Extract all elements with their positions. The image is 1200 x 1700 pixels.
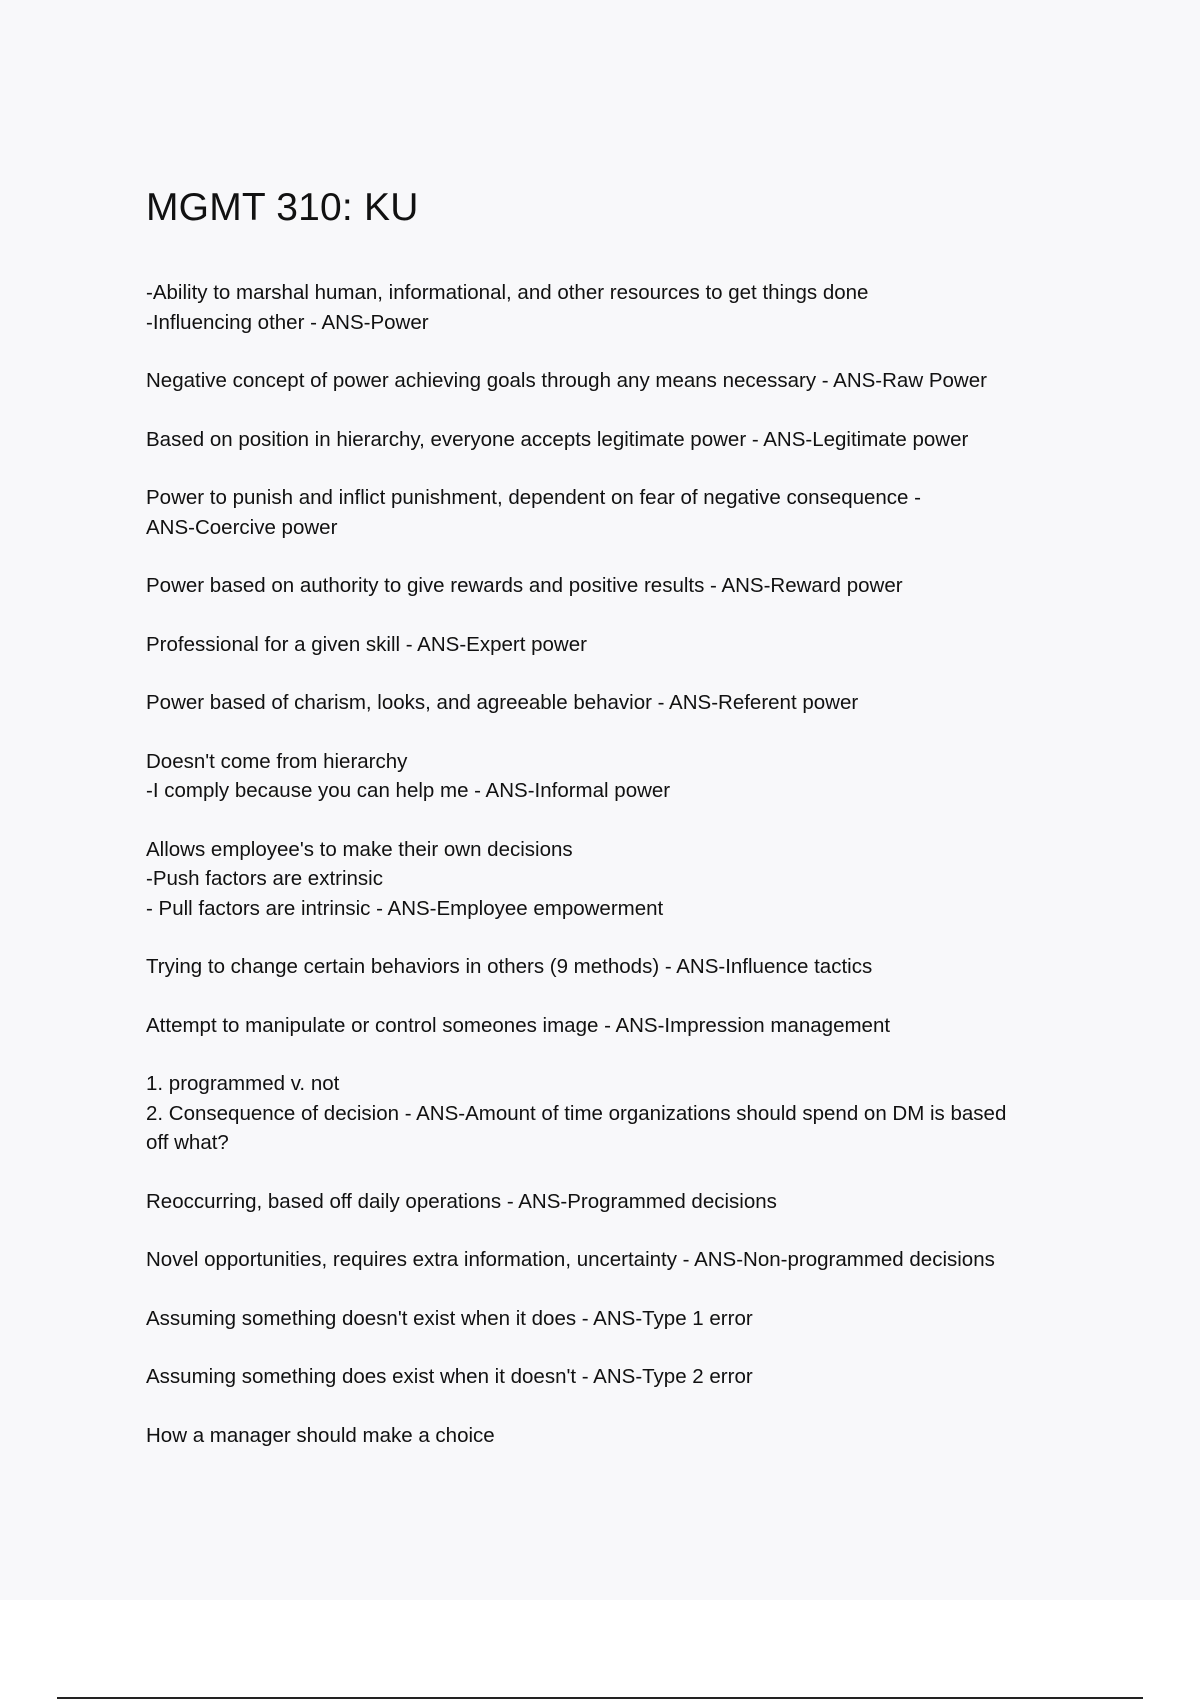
flashcard-entry [146,1245,1106,1275]
entry-line: -Push factors are extrinsic [146,867,383,890]
entry-line: Novel opportunities, requires extra information, uncertainty - ANS-Non-programmed decisions [146,1248,995,1271]
entry-line: Doesn't come from hierarchy [146,749,408,773]
entry-line: Assuming something does exist when it doesn't - ANS-Type 2 error [146,1365,753,1388]
entry-line: -I comply because you can help me - ANS-Informal power [146,779,671,802]
entry-line: How a manager should make a choice [146,1423,495,1447]
flashcard-entry [146,1069,1106,1158]
flashcard-entry [146,630,1106,660]
entry-line: 1. programmed v. not [146,1072,340,1095]
entry-line: Allows employee's to make their own decisions [146,837,573,861]
flashcard-entry [146,1187,1106,1217]
entry-line: Based on position in hierarchy, everyone accepts legitimate power - ANS-Legitimate power [146,427,969,451]
entry-line: Power based of charism, looks, and agreeable behavior - ANS-Referent power [146,691,859,714]
entry-line: -Influencing other - ANS-Power [146,310,429,334]
entry-line: Trying to change certain behaviors in others (9 methods) - ANS-Influence tactics [146,955,873,978]
flashcard-entry [146,571,1106,601]
flashcard-entry [146,688,1106,718]
flashcard-entry [146,1304,1106,1334]
flashcard-entry [146,747,1106,806]
flashcard-entry [146,1362,1106,1392]
flashcard-list [146,278,1106,1479]
flashcard-entry [146,425,1106,455]
flashcard-entry [146,483,1106,542]
flashcard-entry [146,1421,1106,1451]
entry-line: Assuming something doesn't exist when it does - ANS-Type 1 error [146,1306,753,1330]
entry-line: 2. Consequence of decision - ANS-Amount of time organizations should spend on DM is based [146,1101,1007,1125]
flashcard-entry [146,1011,1106,1041]
flashcard-entry [146,278,1106,337]
footer-divider [57,1697,1143,1699]
document-title: MGMT 310: KU [146,186,419,229]
entry-line: Negative concept of power achieving goals through any means necessary - ANS-Raw Power [146,369,987,392]
entry-line: off what? [146,1131,229,1154]
entry-line: - Pull factors are intrinsic - ANS-Employee empowerment [146,896,664,920]
entry-line: Attempt to manipulate or control someones image - ANS-Impression management [146,1013,891,1037]
entry-line: Professional for a given skill - ANS-Expert power [146,632,587,656]
entry-line: Reoccurring, based off daily operations - ANS-Programmed decisions [146,1189,777,1213]
entry-line: -Ability to marshal human, informational, and other resources to get things done [146,281,869,304]
flashcard-entry [146,366,1106,396]
flashcard-entry [146,952,1106,982]
entry-line: Power to punish and inflict punishment, dependent on fear of negative consequence - [146,486,921,509]
flashcard-entry [146,835,1106,924]
entry-line: Power based on authority to give rewards and positive results - ANS-Reward power [146,574,903,597]
entry-line: ANS-Coercive power [146,515,338,539]
